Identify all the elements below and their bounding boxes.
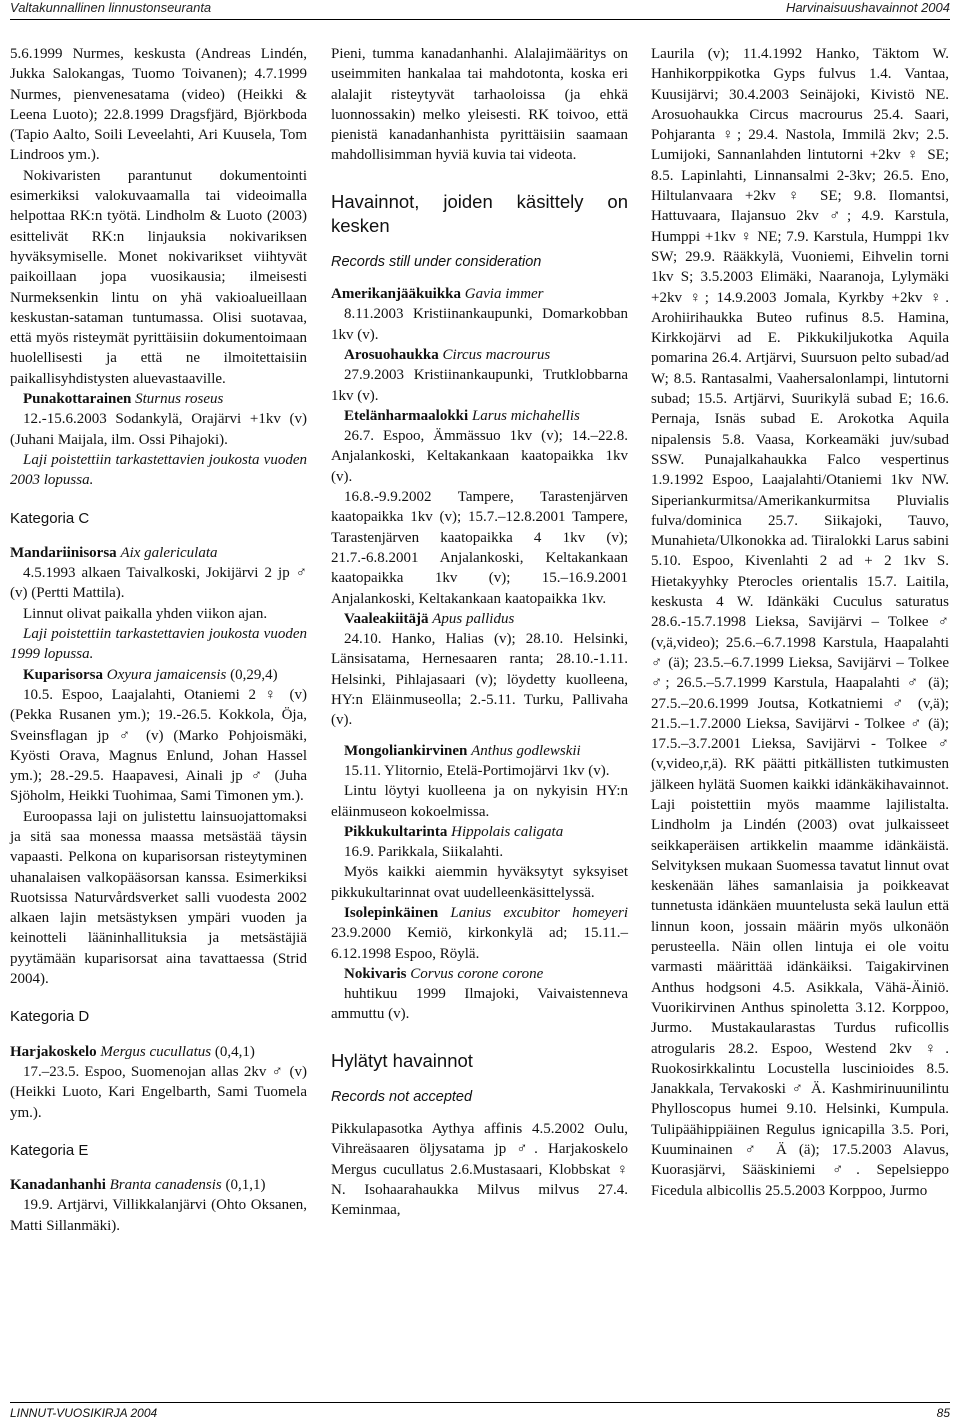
category-c-heading: Kategoria C — [10, 509, 90, 527]
species-name: Kuparisorsa — [23, 666, 104, 683]
species-sci: Larus michahellis — [471, 407, 580, 424]
species-name: Punakottarainen — [23, 391, 132, 408]
species-entry-vaaleakiitaja — [331, 609, 628, 629]
note: Laji poistettiin tarkastettavien joukosta vuoden 1999 lopussa. — [10, 626, 307, 663]
species-name: Etelänharmaalokki — [344, 407, 469, 424]
species-entry-kanadanhanhi — [10, 1175, 307, 1195]
species-name: Kanadanhanhi — [10, 1177, 106, 1194]
species-entry-nokivaris — [331, 964, 628, 984]
record: 16.8.-9.9.2002 Tampere, Tarastenjärven kaatopaikka 1kv (v); 15.7.–12.8.2001 Tampere, Tarastenjärven kaatopaikka 4 1kv (v); 21.7.-6.8.2001 Anjalankoski, Keltakankaan kaatopaikka 1kv (v); 15.–16.9.2001 Anjalankoski, Keltakankaan kaatopaikka 1kv. — [331, 489, 628, 607]
species-sci: Lanius excubitor homeyeri — [450, 904, 628, 921]
species-sci: Mergus cucullatus — [100, 1043, 212, 1060]
species-name: Arosuohaukka — [344, 346, 439, 363]
species-code: (0,29,4) — [230, 666, 278, 683]
footer-rule — [10, 1402, 950, 1403]
c3-text: Laurila (v); 11.4.1992 Hanko, Täktom W. Hanhikorppikotka Gyps fulvus 1.4. Vantaa, Kuusijärvi; 30.4.2003 Seinäjoki, Kivistö NE. Arosuohaukka Circus macrourus 25.4. Saari, Pohjaranta ♀; 29.4. Nastola, Immilä 2kv; 2.5. Lumijoki, Sannanlahden lintutorni +2kv ♀ SE; 8.5. Lapinlahti, Linnansalmi 2-3kv; 26.5. Eno, Hiltulanvaara +2kv ♀ SE; 9.8. Ilomantsi, Hattuvaara, Ilajansuo 2kv ♂; 4.9. Karstula, Humppi +1kv ♀ NE; 7.9. Karstula, Humppi 1kv SW; 29.9. Rääkkylä, Vuoniemi, Eihvelin torni 1kv S; 3.5.2003 Elimäki, Naaranoja, Lylymäki +2kv ♀; 14.9.2003 Jomala, Kyrkby +2kv ♀. Arohiirihaukka Buteo rufinus 8.5. Hamina, Kirkkojärvi ad E. Pikkukiljukotka Aquila pomarina 26.4. Artjärvi, Suursuon pelto subad/ad W; 8.5. Rantasalmi, Vaahersalonlampi, lintutorni subad; 15.5. Artjärvi, Suurikylä subad E; 16.6. Pernaja, Isnäs subad E. Arokotka Aquila nipalensis 5.8. Vaasa, Korkeamäki juv/subad SSW. Punajalkahaukka Falco vespertinus 1.9.1992 Espoo, Laajalahti/Otaniemi 1kv NW. Siperiankurmitsa/Amerikankurmitsa Pluvialis fulva/dominica 25.7. Siikajoki, Tauvo, Munahieta/Ulkonokka ad. Tiiralokki Larus sabini 5.10. Espoo, Kivenlahti 2 ad + 2 1kv S. Hietakyyhky Pterocles orientalis 15.7. Laitila, keskusta 4 W. Idänkäki Cuculus saturatus 28.6.-15.7.1998 Lieksa, Savijärvi – Tolkee ♂ (v,ä,video); 25.6.–6.7.1998 Karstula, Haapalahti ♂ (ä); 23.5.–6.7.1999 Lieksa, Savijärvi – Tolkee ♂; 26.5.–5.7.1999 Karstula, Haapalahti ♂ (ä); 27.5.–20.6.1999 Joutsa, Kotkatniemi ♂ (v,ä); 21.5.–1.7.2000 Lieksa, Savijärvi - Tolkee ♂ (ä); 17.5.–3.7.2001 Lieksa, Savijärvi - Tolkee ♂ (v,video,r,ä). RK päätti pitkällisten tutkimusten jälkeen hylätä Suomen kaikki idänkäkihavainnot. Laji poistettiin myös maamme lajilistalta. Lindholm ja Lindén (2003) ovat julkaisseet seikkaperäisen artikkelin maamme idänkäistä. Selvityksen mukaan Suomessa tavatut linnut ovat keskenään lähes samanlaisia ja poikkeavat tunnetusta idänkäen muuntelusta sekä laulun että linnun koon, jossain määrin myös ulkonäön perusteella. Näin ollen lintuja ei ole voitu varmasti määrittää idänkäiksi. Taigakirvinen Anthus hodgsoni 4.5. Asikkala, Vähä-Äiniö. Vuorikirvinen Anthus spinoletta 3.12. Korppoo, Jurmo. Mustakaularastas Turdus ruficollis atrogularis 28.2. Espoo, Westend 2kv ♀. Ruokosirkkalintu Locustella luscinioides 8.5. Janakkala, Tervakoski ♂ Ä. Kashmirinuunilintu Phylloscopus humei 9.10. Helsinki, Kumpula. Tulipäähippiäinen Regulus ignicapilla 3.5. Pori, Kuuminainen ♂ Ä (ä); 17.5.2003 Alavus, Kuorasjärvi, Sääskiniemi ♂. Sepelsieppo Ficedula albicollis 25.5.2003 Korppoo, Jurmo — [651, 46, 949, 1199]
species-sci: Branta canadensis — [109, 1177, 222, 1194]
record: 27.9.2003 Kristiinankaupunki, Trutklobbarna 1kv (v). — [331, 367, 628, 404]
footer-left: LINNUT-VUOSIKIRJA 2004 — [10, 1406, 158, 1420]
note: Laji poistettiin tarkastettavien joukosta vuoden 2003 lopussa. — [10, 451, 307, 489]
header-right: Harvinaisuushavainnot 2004 — [785, 0, 950, 15]
species-name: Vaaleakiitäjä — [344, 610, 429, 627]
column-3 — [651, 44, 949, 1201]
record: huhtikuu 1999 Ilmajoki, Vaivaistenneva ammuttu (v). — [331, 986, 628, 1023]
column-2 — [331, 44, 628, 1221]
column-1 — [10, 44, 307, 1236]
running-header — [10, 0, 950, 18]
record: 8.11.2003 Kristiinankaupunki, Domarkobban 1kv (v). — [331, 306, 628, 343]
record: 4.5.1993 alkaen Taivalkoski, Jokijärvi 2 jp ♂ (v) (Pertti Mattila). — [10, 565, 307, 602]
c2-p1: Pieni, tumma kanadanhanhi. Alalajimääritys on useimmiten hankalaa tai mahdotonta, koska eri alalajit risteytyvät tarhaoloissa (ja ehkä luonnossakin) melko yleisesti. RK toivoo, että pienistä kanadanhanhista pyrittäisiin saamaan mahdollisimman hyviä kuvia tai videota. — [331, 46, 628, 164]
section-subtitle-pending: Records still under consideration — [331, 253, 542, 270]
species-entry-mongoliankirvinen — [331, 741, 628, 761]
species-sci: Apus pallidus — [432, 610, 515, 627]
section-heading-pending: Havainnot, joiden käsittely on kesken — [331, 190, 628, 236]
section-subtitle-rejected: Records not accepted — [331, 1088, 473, 1105]
species-entry-etelanharmaalokki — [331, 406, 628, 426]
species-sci: Aix galericulata — [120, 544, 218, 561]
species-entry-harjakoskelo — [10, 1042, 307, 1062]
species-name: Nokivaris — [344, 965, 407, 982]
species-sci: Circus macrourus — [442, 346, 551, 363]
species-sci: Anthus godlewskii — [471, 742, 581, 759]
c1-p1: 5.6.1999 Nurmes, keskusta (Andreas Lindén, Jukka Salokangas, Tuomo Toivanen); 4.7.1999 Nurmes, pienvenesatama (video) (Heikki & Leena Luoto); 22.8.1999 Dragsfjärd, Björkboda (Tapio Aalto, Soili Leveelahti, Ari Kuusela, Tom Lindroos ym.). — [10, 46, 307, 164]
rejected-records: Pikkulapasotka Aythya affinis 4.5.2002 Oulu, Vihreäsaaren öljysatama jp ♂. Harjakoskelo Mergus cucullatus 2.6.Mustasaari, Klobbskat ♀ N. Isohaarahaukka Milvus milvus 27.4. Keminmaa, — [331, 1121, 628, 1219]
c1-p2: Nokivaristen parantunut dokumentointi esimerkiksi valokuvaamalla tai videoimalla helpottaa RK:n työtä. Lindholm & Luoto (2003) esittelivät RK:n linjauksia nokivariksen hyväksymiselle. Monet nokivarikset viihtyvät paikoillaan jopa vuosikausia; ilmeisesti Nurmeksenkin lintu on yhä vakioalueillaan keskustan-sataman tuntumassa. Olisi suotavaa, että myös risteymät pyrittäisiin dokumentoimaan huolellisesti ja että ne ilmoitettaisiin paikallisyhdistysten aluevastaaville. — [10, 167, 307, 387]
species-name: Mongoliankirvinen — [344, 742, 468, 759]
species-name: Amerikanjääkuikka — [331, 286, 462, 303]
paragraph: Lintu löytyi kuolleena ja on nykyisin HY:n eläinmuseon kokoelmissa. — [331, 783, 628, 820]
species-name: Isolepinkäinen — [344, 904, 439, 921]
record: 10.5. Espoo, Laajalahti, Otaniemi 2 ♀ (v) (Pekka Rusanen ym.); 19.-26.5. Kokkola, Öja, Sveinsflagan jp ♂ (v) (Marko Pohjoismäki, Kyösti Orava, Magnus Enlund, Johan Hassel ym.); 28.-29.5. Haapavesi, Ainali jp ♂ (Juha Sjöholm, Heikki Tuohimaa, Sami Timonen ym.). — [10, 686, 307, 805]
record: 19.9. Artjärvi, Villikkalanjärvi (Ohto Oksanen, Matti Sillanmäki). — [10, 1197, 307, 1234]
category-e-heading: Kategoria E — [10, 1141, 89, 1159]
species-entry-isolepinkainen — [331, 903, 628, 964]
section-heading-rejected: Hylätyt havainnot — [331, 1049, 473, 1071]
species-entry-arosuohaukka — [331, 345, 628, 365]
species-sci: Hippolais caligata — [451, 823, 564, 840]
paragraph: Myös kaikki aiemmin hyväksytyt syksyiset pikkukultarinnat ovat uudelleenkäsittelyssä. — [331, 864, 628, 901]
species-name: Harjakoskelo — [10, 1043, 97, 1060]
record: 12.-15.6.2003 Sodankylä, Orajärvi +1kv (v) (Juhani Maijala, ilm. Ossi Pihajoki). — [10, 411, 307, 448]
record: 16.9. Parikkala, Siikalahti. — [344, 844, 504, 861]
record: 15.11. Ylitornio, Etelä-Portimojärvi 1kv (v). — [344, 762, 610, 779]
species-code: (0,1,1) — [225, 1177, 266, 1194]
record: 23.9.2000 Kemiö, kirkonkylä ad; 15.11.–6.12.1998 Espoo, Röylä. — [331, 925, 628, 962]
species-entry-pikkukultarinta — [331, 822, 628, 842]
species-name: Mandariinisorsa — [10, 544, 117, 561]
paragraph: Euroopassa laji on julistettu lainsuojattomaksi ja sitä saa monessa maassa metsästää täysin vapaasti. Pelkona on kuparisorsan risteytyminen uhanalaisen valkopääsorsan kanssa. Esimerkiksi Ruotsissa Naturvårdsverket salli vuodesta 2002 alkaen lajin metsästyksen ympäri vuoden ja keinotteli lääninhallituksia ja metsästäjiä pyytämään kuparisorsat aina tavattaessa (Strid 2004). — [10, 808, 307, 988]
spacer — [331, 731, 628, 741]
species-entry-punakottarainen — [10, 389, 307, 409]
species-code: (0,4,1) — [214, 1043, 255, 1060]
species-name: Pikkukultarinta — [344, 823, 448, 840]
species-entry-mandariinisorsa — [10, 543, 307, 563]
header-rule — [10, 19, 950, 20]
page-number: 85 — [936, 1406, 950, 1420]
species-sci: Corvus corone corone — [410, 965, 544, 982]
record: 26.7. Espoo, Ämmässuo 1kv (v); 14.–22.8. Anjalankoski, Keltakankaan kaatopaikka 1kv (v). — [331, 428, 628, 485]
paragraph: Linnut olivat paikalla yhden viikon ajan. — [23, 605, 268, 622]
species-entry-kuparisorsa — [10, 665, 307, 685]
species-entry-amerikanjaakuikka — [331, 284, 628, 304]
record: 24.10. Hanko, Halias (v); 28.10. Helsinki, Länsisatama, Hernesaaren ranta; 28.10.-1.11. Helsinki, Pihlajasaari (v); löydetty kuolleena, HY:n Eläinmuseolla; 2.-5.11. Turku, Pallivaha (v). — [331, 631, 628, 729]
species-sci: Gavia immer — [464, 286, 544, 303]
category-d-heading: Kategoria D — [10, 1008, 90, 1026]
record: 17.–23.5. Espoo, Suomenojan allas 2kv ♂ (v) (Heikki Luoto, Kari Engelbarth, Sami Tuomela ym.). — [10, 1063, 307, 1121]
species-sci: Sturnus roseus — [135, 391, 224, 408]
header-left: Valtakunnallinen linnustonseuranta — [10, 0, 212, 15]
species-sci: Oxyura jamaicensis — [106, 666, 227, 683]
